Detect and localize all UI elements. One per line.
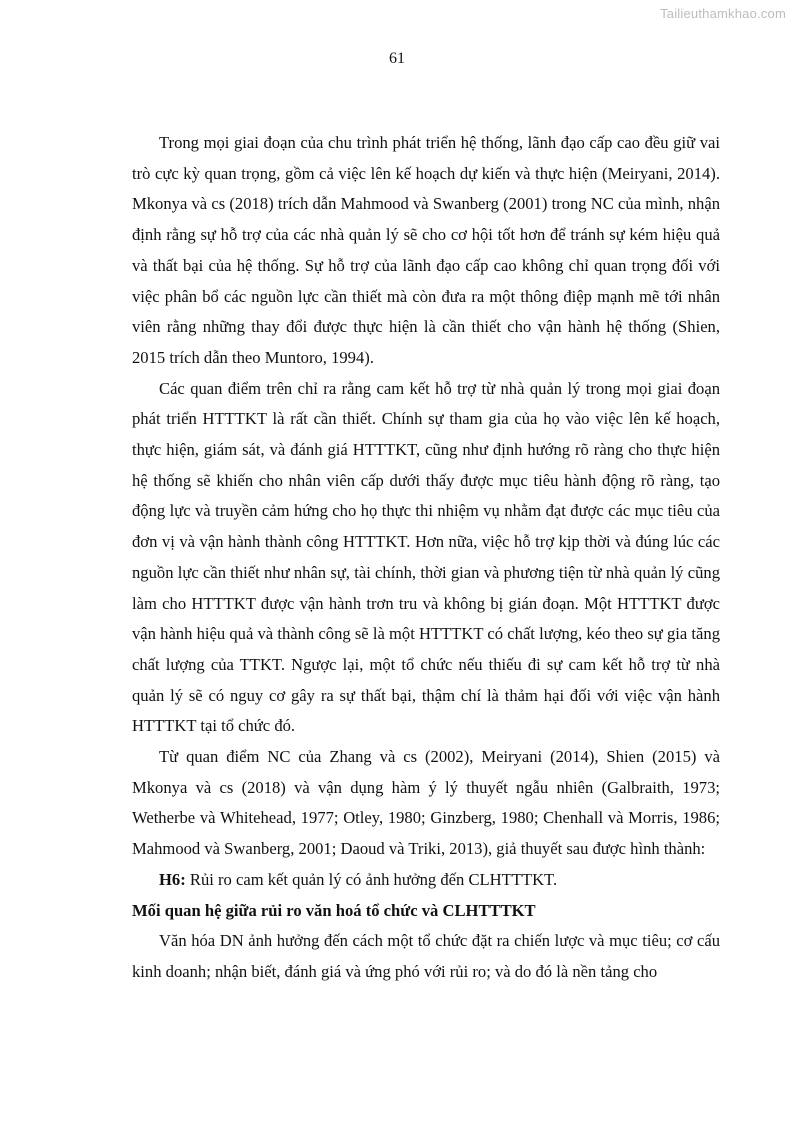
hypothesis xyxy=(132,865,720,896)
watermark: Tailieuthamkhao.com xyxy=(660,6,786,21)
hypothesis-text: Rủi ro cam kết quản lý có ảnh hưởng đến CLHTTTKT. xyxy=(185,869,558,889)
paragraph-3: Từ quan điểm NC của Zhang và cs (2002), Meiryani (2014), Shien (2015) và Mkonya và cs (2018) và vận dụng hàm ý lý thuyết ngẫu nhiên (Galbraith, 1973; Wetherbe và Whitehead, 1977; Otley, 1980; Ginzberg, 1980; Chenhall và Morris, 1986; Mahmood và Swanberg, 2001; Daoud và Triki, 2013), giả thuyết sau được hình thành: xyxy=(132,747,720,859)
hypothesis-label: H6: xyxy=(159,869,186,889)
paragraph-4: Văn hóa DN ảnh hưởng đến cách một tổ chức đặt ra chiến lược và mục tiêu; cơ cấu kinh doanh; nhận biết, đánh giá và ứng phó với rủi ro; và do đó là nền tảng cho xyxy=(132,931,720,981)
paragraph-2: Các quan điểm trên chỉ ra rằng cam kết hỗ trợ từ nhà quản lý trong mọi giai đoạn phát triển HTTTKT là rất cần thiết. Chính sự tham gia của họ vào việc lên kế hoạch, thực hiện, giám sát, và đánh giá HTTTKT, cũng như định hướng rõ ràng cho thực hiện hệ thống sẽ khiến cho nhân viên cấp dưới thấy được mục tiêu hành động rõ ràng, tạo động lực và truyền cảm hứng cho họ thực thi nhiệm vụ nhằm đạt được các mục tiêu của đơn vị và vận hành thành công HTTTKT. Hơn nữa, việc hỗ trợ kịp thời và đúng lúc các nguồn lực cần thiết như nhân sự, tài chính, thời gian và phương tiện từ nhà quản lý cũng làm cho HTTTKT được vận hành trơn tru và không bị gián đoạn. Một HTTTKT được vận hành hiệu quả và thành công sẽ là một HTTTKT có chất lượng, kéo theo sự gia tăng chất lượng của TTKT. Ngược lại, một tổ chức nếu thiếu đi sự cam kết hỗ trợ từ nhà quản lý sẽ có nguy cơ gây ra sự thất bại, thậm chí là thảm hại đối với việc vận hành HTTTKT tại tổ chức đó. xyxy=(132,378,720,736)
page-number: 61 xyxy=(389,50,405,67)
paragraph-1: Trong mọi giai đoạn của chu trình phát triển hệ thống, lãnh đạo cấp cao đều giữ vai trò cực kỳ quan trọng, gồm cả việc lên kế hoạch dự kiến và thực hiện (Meiryani, 2014). Mkonya và cs (2018) trích dẫn Mahmood và Swanberg (2001) trong NC của mình, nhận định rằng sự hỗ trợ của các nhà quản lý sẽ cho cơ hội tốt hơn để tránh sự kém hiệu quả và thất bại của hệ thống. Sự hỗ trợ của lãnh đạo cấp cao không chỉ quan trọng đối với việc phân bổ các nguồn lực cần thiết mà còn đưa ra một thông điệp mạnh mẽ tới nhân viên rằng những thay đổi được thực hiện là cần thiết cho vận hành hệ thống (Shien, 2015 trích dẫn theo Muntoro, 1994). xyxy=(132,133,720,367)
document-body xyxy=(132,128,720,988)
section-heading: Mối quan hệ giữa rủi ro văn hoá tổ chức và CLHTTTKT xyxy=(132,900,536,920)
